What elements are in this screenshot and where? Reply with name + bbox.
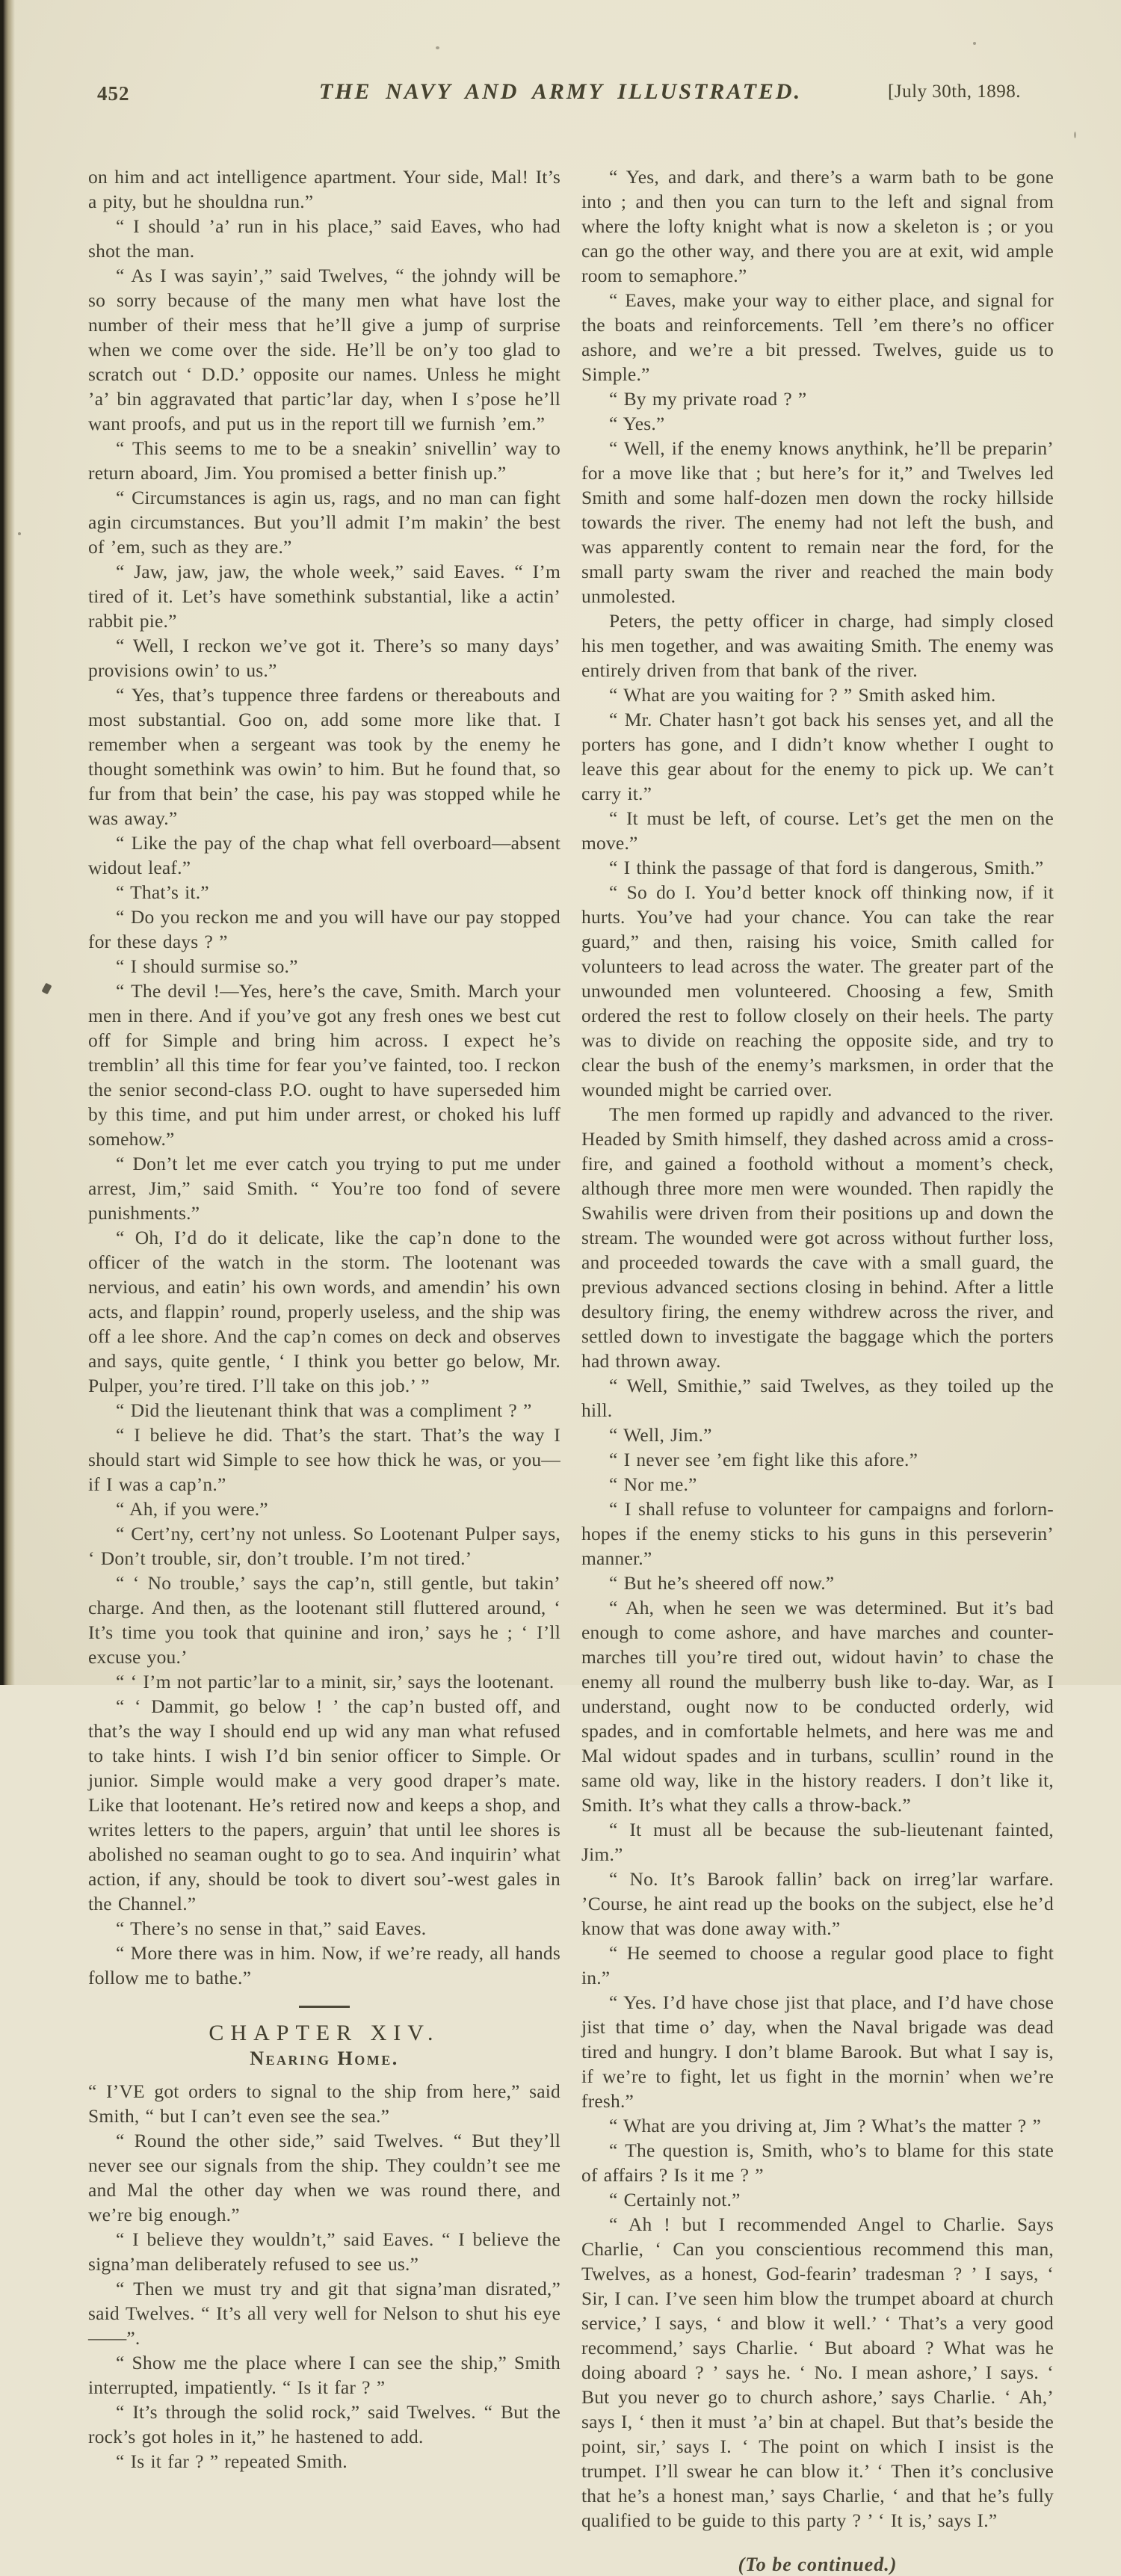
paragraph: “ I should surmise so.” — [116, 955, 298, 977]
paragraph: “ It’s through the solid rock,” said Twelves. “ But the rock’s got holes in it,” he hastened to add. — [88, 2401, 560, 2447]
paragraph: The men formed up rapidly and advanced to the river. Headed by Smith himself, they dashed across amid a cross-fire, and gained a foothold without a moment’s check, although three more men were wounded. Then rapidly the Swahilis were driven from their positions up and down the stream. The wounded were got across without further loss, and proceeded towards the cave with a small guard, the previous advanced sections closing in behind. After a little desultory firing, the enemy withdrew across the river, and settled down to investigate the baggage which the porters had thrown away. — [581, 1103, 1054, 1372]
paragraph: “ ‘ I’m not partic’lar to a minit, sir,’ says the lootenant. — [116, 1671, 555, 1692]
paragraph: “ Do you reckon me and you will have our pay stopped for these days ? ” — [88, 906, 560, 952]
paragraph: on him and act intelligence apartment. Your side, Mal! It’s a pity, but he shouldna run.” — [88, 166, 560, 212]
paragraph: “ What are you driving at, Jim ? What’s the matter ? ” — [609, 2115, 1042, 2136]
paragraph: “ The devil !—Yes, here’s the cave, Smith. March your men in there. And if you’ve got any fresh ones we best cut off for Simple and bring him across. I expect he’s tremblin’ all this time for fear you’ve fainted, too. I reckon the senior second-class P.O. ought to have superseded him by this time, and put him under arrest, or choked his luff somehow.” — [88, 980, 560, 1150]
paragraph: “ Jaw, jaw, jaw, the whole week,” said Eaves. “ I’m tired of it. Let’s have somethink substantial, like a actin’ rabbit pie.” — [88, 561, 560, 632]
paragraph: “ This seems to me to be a sneakin’ snivellin’ way to return aboard, Jim. You promised a better finish up.” — [88, 437, 560, 484]
paragraph: “ Round the other side,” said Twelves. “ But they’ll never see our signals from the ship. They couldn’t see me and Mal the other day when we was round there, and we’re big enough.” — [88, 2130, 560, 2225]
paragraph: “ Mr. Chater hasn’t got back his senses yet, and all the porters has gone, and I didn’t know whether I ought to leave this gear about for the enemy to pick up. We can’t carry it.” — [581, 709, 1054, 804]
paragraph: “ Certainly not.” — [609, 2189, 741, 2210]
left-column-part2 — [88, 2079, 560, 2474]
section-divider — [299, 2006, 350, 2008]
paper-speck — [973, 42, 976, 45]
paragraph: “ I believe he did. That’s the start. That’s the way I should start wid Simple to see how thick he was, or you—if I was a cap’n.” — [88, 1424, 560, 1495]
paragraph: “ Yes. I’d have chose jist that place, and I’d have chose jist that time o’ day, when the Naval brigade was dead tired and hungry. I don’t blame Barook. But what I say is, if we’re to fight, let us fight in the mornin’ when we’re fresh.” — [581, 1991, 1054, 2112]
left-column — [88, 164, 560, 2576]
paragraph: “ I’VE got orders to signal to the ship from here,” said Smith, “ but I can’t even see the sea.” — [88, 2080, 560, 2127]
paragraph: “ By my private road ? ” — [609, 388, 807, 410]
paragraph: “ Well, Jim.” — [609, 1424, 712, 1446]
paragraph: “ Yes.” — [609, 413, 665, 434]
binding-edge — [0, 0, 15, 1685]
left-column-part1 — [88, 164, 560, 1990]
paper-speck — [436, 46, 439, 49]
paragraph: “ It must all be because the sub-lieutenant fainted, Jim.” — [581, 1819, 1054, 1865]
issue-date: [July 30th, 1898. — [888, 81, 1021, 102]
paragraph: “ He seemed to choose a regular good place to fight in.” — [581, 1942, 1054, 1988]
paragraph: “ Is it far ? ” repeated Smith. — [116, 2450, 348, 2472]
paragraph: Peters, the petty officer in charge, had simply closed his men together, and was awaiting Smith. The enemy was entirely driven from that bank of the river. — [581, 610, 1054, 681]
paragraph: “ It must be left, of course. Let’s get the men on the move.” — [581, 807, 1054, 854]
paragraph: “ Did the lieutenant think that was a compliment ? ” — [116, 1399, 532, 1421]
paragraph: “ Like the pay of the chap what fell overboard—absent widout leaf.” — [88, 832, 560, 878]
paragraph: “ ‘ No trouble,’ says the cap’n, still gentle, but takin’ charge. And then, as the lootenant still fluttered around, ‘ It’s time you took that quinine and iron,’ says he ; ‘ I’ll excuse you.’ — [88, 1572, 560, 1668]
chapter-heading: CHAPTER XIV. — [209, 2021, 440, 2045]
right-column-paragraphs — [581, 164, 1054, 2533]
ink-mark — [41, 983, 52, 995]
two-column-text — [88, 164, 1054, 2576]
paragraph: “ There’s no sense in that,” said Eaves. — [116, 1917, 427, 1939]
paragraph: “ I think the passage of that ford is dangerous, Smith.” — [609, 857, 1044, 878]
paragraph: “ Well, I reckon we’ve got it. There’s so many days’ provisions owin’ to us.” — [88, 635, 560, 681]
paragraph: “ I never see ’em fight like this afore.” — [609, 1449, 918, 1470]
paragraph: “ I shall refuse to volunteer for campaigns and forlorn-hopes if the enemy sticks to his guns in this perseverin’ manner.” — [581, 1498, 1054, 1569]
paragraph: “ Eaves, make your way to either place, and signal for the boats and reinforcements. Tell ’em there’s no officer ashore, and we’re a bit pressed. Twelves, guide us to Simple.” — [581, 289, 1054, 385]
paragraph: “ What are you waiting for ? ” Smith asked him. — [609, 684, 996, 706]
chapter-subtitle: Nearing Home. — [250, 2047, 399, 2069]
paragraph: “ The question is, Smith, who’s to blame for this state of affairs ? Is it me ? ” — [581, 2139, 1054, 2186]
paragraph: “ Ah, if you were.” — [116, 1498, 268, 1520]
paragraph: “ Yes, that’s tuppence three fardens or thereabouts and most substantial. Goo on, add some more like that. I remember when a sergeant was took by the enemy he thought somethink was owin’ to him. But he found that, so fur from that bein’ the case, his pay was stopped while he was away.” — [88, 684, 560, 829]
paragraph: “ Ah ! but I recommended Angel to Charlie. Says Charlie, ‘ Can you conscientious recommend this man, Twelves, as a honest, God-fearin’ tradesman ? ’ I says, ‘ Sir, I can. I’ve seen him blow the trumpet aboard at church service,’ I says, ‘ and blow it well.’ ‘ That’s a very good recommend,’ says Charlie. ‘ But aboard ? What was he doing aboard ? ’ says he. ‘ No. I mean ashore,’ I says. ‘ But you never go to church ashore,’ says Charlie. ‘ Ah,’ says I, ‘ then it must ’a’ bin at chapel. But that’s beside the point, sir,’ says I. ‘ The point on which I insist is the trumpet. I’ll swear he can blow it.’ ‘ Then it’s conclusive that he’s a honest man,’ says Charlie, ‘ and that he’s fully qualified to be guide to this party ? ’ ‘ It is,’ says I.” — [581, 2213, 1054, 2531]
paper-speck — [1074, 132, 1076, 138]
paragraph: “ Show me the place where I can see the ship,” Smith interrupted, impatiently. “ Is it far ? ” — [88, 2352, 560, 2398]
paragraph: “ Yes, and dark, and there’s a warm bath to be gone into ; and then you can turn to the left and signal from where the lofty knight what is now a skeleton is ; or you can go the other way, and there you are at exit, wid ample room to semaphore.” — [581, 166, 1054, 286]
paragraph: “ Well, Smithie,” said Twelves, as they toiled up the hill. — [581, 1375, 1054, 1421]
paragraph: “ Oh, I’d do it delicate, like the cap’n done to the officer of the watch in the storm. The lootenant was nervious, and eatin’ his own words, and amendin’ his own acts, and flappin’ round, properly useless, and the ship was off a lee shore. And the cap’n comes on deck and observes and says, quite gentle, ‘ I think you better go below, Mr. Pulper, you’re tired. I’ll take on this job.’ ” — [88, 1227, 560, 1396]
page-number: 452 — [97, 82, 130, 105]
paragraph: “ Ah, when he seen we was determined. But it’s bad enough to come ashore, and have marches and counter-marches till you’re tired out, widout havin’ to chase the enemy all round the mulberry bush like to-day. War, as I understand, ought now to be conducted orderly, wid spades, and in comfortable helmets, and here was me and Mal widout spades and in turbans, scullin’ round in the same old way, like in the history readers. I don’t like it, Smith. It’s what they calls a throw-back.” — [581, 1597, 1054, 1816]
publication-title: THE NAVY AND ARMY ILLUSTRATED. — [318, 79, 803, 104]
paragraph: “ ‘ Dammit, go below ! ’ the cap’n busted off, and that’s the way I should end up wid any man what refused to take hints. I wish I’d bin senior officer to Simple. Or junior. Simple would make a very good draper’s mate. Like that lootenant. He’s retired now and keeps a shop, and writes letters to the papers, arguin’ that until lee shores is abolished no seaman ought to go to sea. And inquirin’ what action, if any, should be took to divert sou’-west gales in the Channel.” — [88, 1695, 560, 1914]
paragraph: “ But he’s sheered off now.” — [609, 1572, 835, 1594]
paragraph: “ More there was in him. Now, if we’re ready, all hands follow me to bathe.” — [88, 1942, 560, 1988]
page-header — [0, 78, 1121, 112]
paragraph: “ Don’t let me ever catch you trying to put me under arrest, Jim,” said Smith. “ You’re too fond of severe punishments.” — [88, 1153, 560, 1224]
to-be-continued: (To be continued.) — [738, 2554, 898, 2575]
paragraph: “ So do I. You’d better knock off thinking now, if it hurts. You’ve had your chance. You can take the rear guard,” and then, raising his voice, Smith called for volunteers to lead across the water. The greater part of the unwounded men volunteered. Choosing a few, Smith ordered the rest to follow closely on their heels. The party was to divide on reaching the opposite side, and try to clear the bush of the enemy’s marksmen, in order that the wounded might be carried over. — [581, 881, 1054, 1100]
paragraph: “ Cert’ny, cert’ny not unless. So Lootenant Pulper says, ‘ Don’t trouble, sir, don’t trouble. I’m not tired.’ — [88, 1523, 560, 1569]
paragraph: “ As I was sayin’,” said Twelves, “ the johndy will be so sorry because of the many men what have lost the number of their mess that he’ll give a jump of surprise when we come over the side. He’ll be on’y too glad to scratch out ‘ D.D.’ opposite our names. Unless he might ’a’ bin aggravated that partic’lar day, when I s’pose he’ll want proofs, and put us in the report till we furnish ’em.” — [88, 265, 560, 434]
paragraph: “ Nor me.” — [609, 1473, 697, 1495]
paragraph: “ Well, if the enemy knows anythink, he’ll be preparin’ for a move like that ; but here’s for it,” and Twelves led Smith and some half-dozen men down the rocky hillside towards the river. The enemy had not left the bush, and was apparently content to remain near the ford, for the small party swam the river and reached the main body unmolested. — [581, 437, 1054, 607]
paper-speck — [18, 532, 21, 535]
paragraph: “ I should ’a’ run in his place,” said Eaves, who had shot the man. — [88, 215, 560, 262]
right-column — [581, 164, 1054, 2576]
paragraph: “ Then we must try and git that signa’man disrated,” said Twelves. “ It’s all very well for Nelson to shut his eye——”. — [88, 2278, 560, 2349]
paragraph: “ I believe they wouldn’t,” said Eaves. “ I believe the signa’man deliberately refused to see us.” — [88, 2228, 560, 2275]
paragraph: “ That’s it.” — [116, 881, 209, 903]
paragraph: “ Circumstances is agin us, rags, and no man can fight agin circumstances. But you’ll admit I’m makin’ the best of ’em, such as they are.” — [88, 487, 560, 558]
paragraph: “ No. It’s Barook fallin’ back on irreg’lar warfare. ’Course, he aint read up the books on the subject, else he’d know that was done away with.” — [581, 1868, 1054, 1939]
